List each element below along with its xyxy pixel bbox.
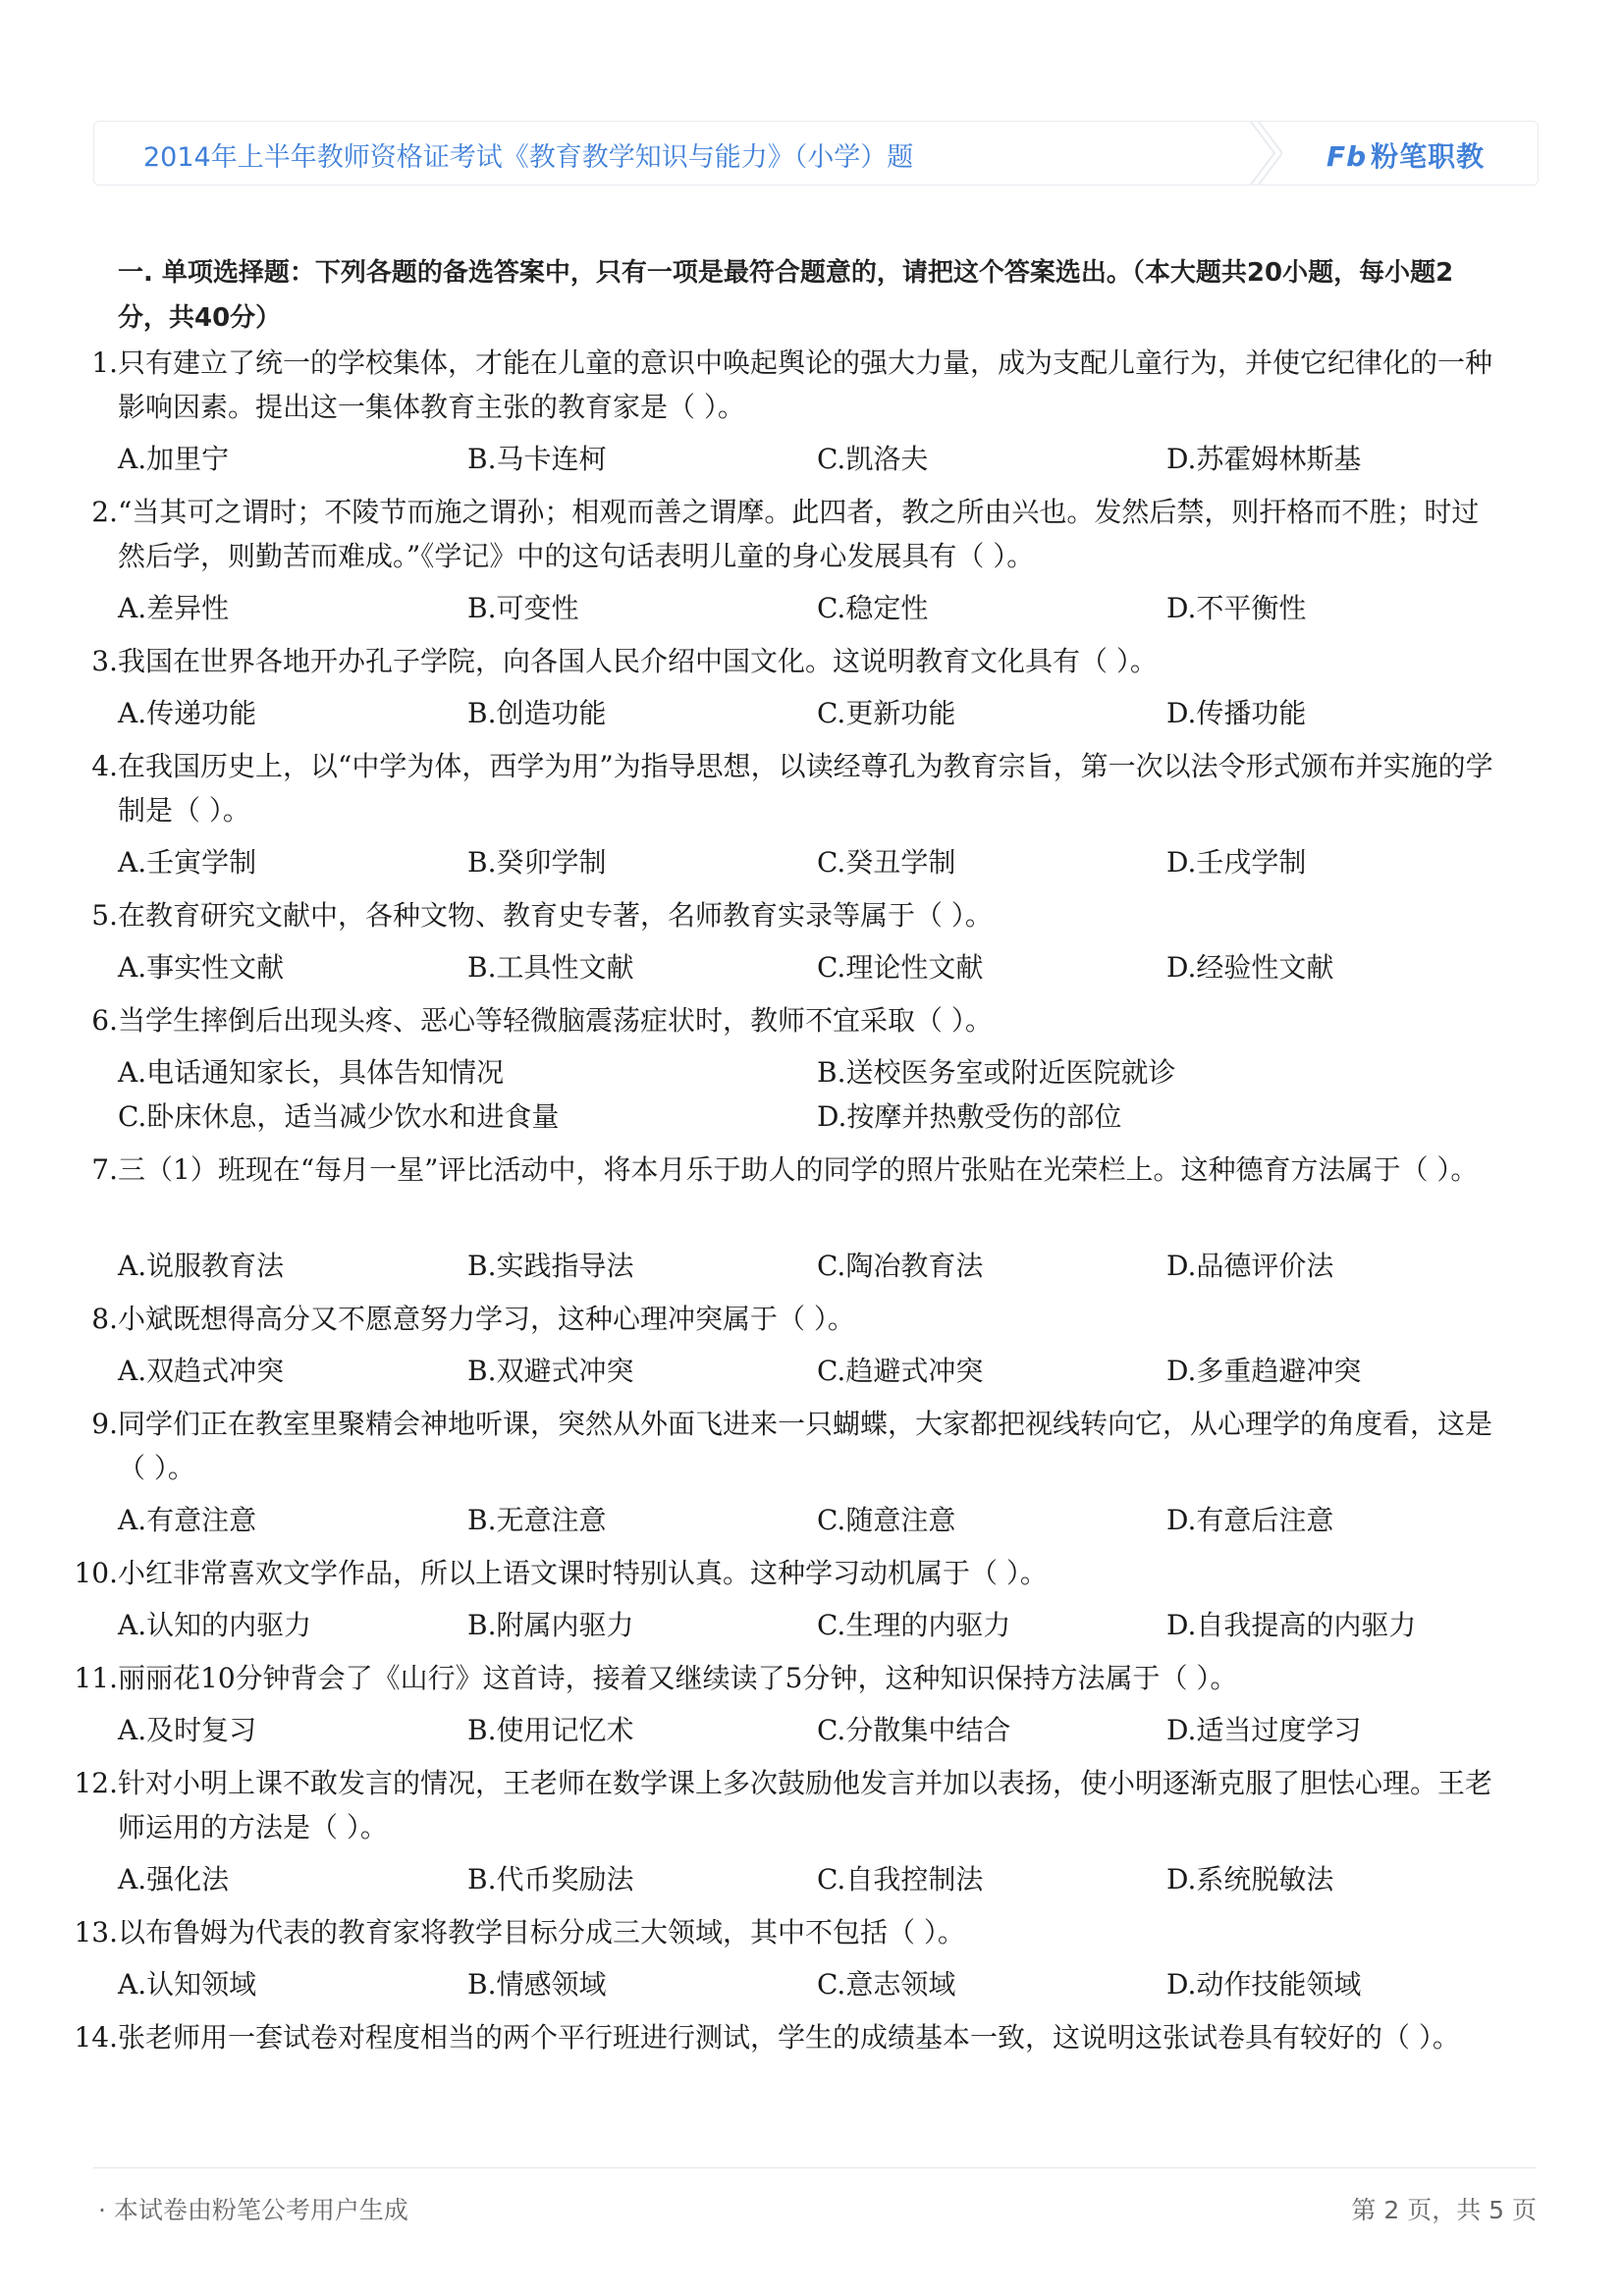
question-8	[69, 1297, 1502, 1341]
option-d[interactable]: D.品德评价法	[1166, 1250, 1334, 1282]
option-c[interactable]: C.陶冶教育法	[817, 1250, 984, 1282]
question-text: 针对小明上课不敢发言的情况，王老师在数学课上多次鼓励他发言并加以表扬，使小明逐渐克服了胆怯心理。王老师运用的方法是（ ）。	[118, 1767, 1493, 1843]
question-text: 同学们正在教室里聚精会神地听课，突然从外面飞进来一只蝴蝶，大家都把视线转向它，从心理学的角度看，这是（ ）。	[118, 1408, 1493, 1484]
option-c[interactable]: C.意志领域	[817, 1968, 956, 2001]
option-c[interactable]: C.更新功能	[817, 697, 956, 729]
question-number: 6.	[91, 1004, 118, 1037]
question-number: 5.	[91, 899, 118, 932]
option-d[interactable]: D.动作技能领域	[1166, 1968, 1362, 2001]
option-a[interactable]: A.认知领域	[118, 1968, 257, 2001]
option-b[interactable]: B.附属内驱力	[467, 1609, 634, 1641]
option-d[interactable]: D.按摩并热敷受伤的部位	[817, 1100, 1122, 1133]
question-number: 13.	[74, 1916, 118, 1949]
question-text: 我国在世界各地开办孔子学院，向各国人民介绍中国文化。这说明教育文化具有（ ）。	[118, 645, 1158, 677]
question-text: 张老师用一套试卷对程度相当的两个平行班进行测试，学生的成绩基本一致，这说明这张试卷具有较好的（ ）。	[118, 2021, 1460, 2054]
option-a[interactable]: A.认知的内驱力	[118, 1609, 312, 1641]
option-d[interactable]: D.壬戌学制	[1166, 846, 1307, 879]
question-6	[69, 998, 1502, 1042]
option-a[interactable]: A.强化法	[118, 1863, 230, 1896]
question-13-options	[118, 1962, 1512, 2006]
footer-generated-note: · 本试卷由粉笔公考用户生成	[98, 2196, 408, 2224]
header-chevron-divider	[1243, 122, 1282, 185]
question-5-options	[118, 945, 1512, 989]
option-a[interactable]: A.说服教育法	[118, 1250, 285, 1282]
brand-logo	[1326, 135, 1485, 175]
question-7-options	[118, 1244, 1512, 1288]
page-number: 第 2 页，共 5 页	[1351, 2196, 1537, 2224]
question-3	[69, 639, 1502, 683]
question-text: 丽丽花10分钟背会了《山行》这首诗，接着又继续读了5分钟，这种知识保持方法属于（ ）。	[118, 1662, 1238, 1694]
question-5	[69, 893, 1502, 937]
question-text: 小斌既想得高分又不愿意努力学习，这种心理冲突属于（ ）。	[118, 1303, 855, 1335]
option-a[interactable]: A.双趋式冲突	[118, 1355, 285, 1387]
question-12	[69, 1761, 1502, 1849]
option-d[interactable]: D.自我提高的内驱力	[1166, 1609, 1417, 1641]
option-b[interactable]: B.双避式冲突	[467, 1355, 634, 1387]
option-c[interactable]: C.凯洛夫	[817, 443, 929, 475]
option-d[interactable]: D.有意后注意	[1166, 1504, 1334, 1536]
question-number: 12.	[74, 1767, 118, 1799]
option-b[interactable]: B.无意注意	[467, 1504, 607, 1536]
question-text: 当学生摔倒后出现头疼、恶心等轻微脑震荡症状时，教师不宜采取（ ）。	[118, 1004, 993, 1037]
question-1-options	[118, 437, 1512, 481]
option-a[interactable]: A.及时复习	[118, 1714, 257, 1746]
question-14	[69, 2015, 1502, 2059]
logo-text: 粉笔职教	[1371, 140, 1486, 173]
option-a[interactable]: A.传递功能	[118, 697, 257, 729]
question-6-options-row-2	[118, 1095, 1512, 1139]
question-8-options	[118, 1349, 1512, 1393]
question-7	[69, 1148, 1502, 1192]
option-a[interactable]: A.事实性文献	[118, 951, 285, 984]
question-4	[69, 744, 1502, 832]
question-6-options-row-1	[118, 1050, 1512, 1095]
option-d[interactable]: D.多重趋避冲突	[1166, 1355, 1362, 1387]
question-number: 4.	[91, 750, 118, 782]
question-2-options	[118, 586, 1512, 630]
question-2	[69, 490, 1502, 578]
option-c[interactable]: C.趋避式冲突	[817, 1355, 984, 1387]
question-text: “当其可之谓时；不陵节而施之谓孙；相观而善之谓摩。此四者，教之所由兴也。发然后禁，则扞格而不胜；时过然后学，则勤苦而难成。”《学记》中的这句话表明儿童的身心发展具有（ ）。	[118, 496, 1480, 572]
footer-divider	[93, 2167, 1537, 2168]
exam-title: 2014年上半年教师资格证考试《教育教学知识与能力》（小学）题	[143, 142, 914, 173]
question-10-options	[118, 1603, 1512, 1647]
option-c[interactable]: C.自我控制法	[817, 1863, 984, 1896]
option-b[interactable]: B.送校医务室或附近医院就诊	[817, 1056, 1176, 1089]
question-number: 1.	[91, 347, 118, 379]
question-text: 只有建立了统一的学校集体，才能在儿童的意识中唤起舆论的强大力量，成为支配儿童行为，并使它纪律化的一种影响因素。提出这一集体教育主张的教育家是（ ）。	[118, 347, 1493, 423]
question-text: 在我国历史上，以“中学为体，西学为用”为指导思想，以读经尊孔为教育宗旨，第一次以法令形式颁布并实施的学制是（ ）。	[118, 750, 1493, 827]
question-number: 7.	[91, 1153, 118, 1186]
question-number: 9.	[91, 1408, 118, 1440]
question-13	[69, 1910, 1502, 1954]
option-d[interactable]: D.传播功能	[1166, 697, 1307, 729]
option-c[interactable]: C.分散集中结合	[817, 1714, 1011, 1746]
option-b[interactable]: B.癸卯学制	[467, 846, 607, 879]
option-c[interactable]: C.稳定性	[817, 592, 929, 624]
document-header	[93, 121, 1539, 186]
option-b[interactable]: B.情感领域	[467, 1968, 607, 2001]
question-text: 三（1）班现在“每月一星”评比活动中，将本月乐于助人的同学的照片张贴在光荣栏上。这种德育方法属于（ ）。	[118, 1153, 1479, 1186]
option-a[interactable]: A.差异性	[118, 592, 230, 624]
option-b[interactable]: B.实践指导法	[467, 1250, 634, 1282]
option-d[interactable]: D.适当过度学习	[1166, 1714, 1362, 1746]
question-10	[69, 1551, 1502, 1595]
option-d[interactable]: D.系统脱敏法	[1166, 1863, 1334, 1896]
logo-mark-icon: Fb	[1326, 140, 1368, 173]
question-text: 在教育研究文献中，各种文物、教育史专著，名师教育实录等属于（ ）。	[118, 899, 993, 932]
option-b[interactable]: B.可变性	[467, 592, 579, 624]
option-c[interactable]: C.随意注意	[817, 1504, 956, 1536]
option-a[interactable]: A.电话通知家长，具体告知情况	[118, 1056, 505, 1089]
question-11-options	[118, 1708, 1512, 1752]
option-c[interactable]: C.卧床休息，适当减少饮水和进食量	[118, 1100, 560, 1133]
question-11	[69, 1656, 1502, 1700]
question-9	[69, 1402, 1502, 1490]
question-3-options	[118, 691, 1512, 735]
question-number: 14.	[74, 2021, 118, 2054]
option-b[interactable]: B.马卡连柯	[467, 443, 607, 475]
option-b[interactable]: B.代币奖励法	[467, 1863, 634, 1896]
question-text: 小红非常喜欢文学作品，所以上语文课时特别认真。这种学习动机属于（ ）。	[118, 1557, 1048, 1589]
option-c[interactable]: C.生理的内驱力	[817, 1609, 1011, 1641]
section-heading: 一. 单项选择题：下列各题的备选答案中，只有一项是最符合题意的，请把这个答案选出。（本大题共20小题，每小题2分，共40分）	[118, 258, 1454, 333]
question-number: 8.	[91, 1303, 118, 1335]
option-c[interactable]: C.癸丑学制	[817, 846, 956, 879]
option-a[interactable]: A.加里宁	[118, 443, 230, 475]
question-text: 以布鲁姆为代表的教育家将教学目标分成三大领域，其中不包括（ ）。	[118, 1916, 965, 1949]
question-12-options	[118, 1857, 1512, 1901]
option-d[interactable]: D.不平衡性	[1166, 592, 1307, 624]
option-a[interactable]: A.壬寅学制	[118, 846, 257, 879]
question-number: 3.	[91, 645, 118, 677]
question-9-options	[118, 1498, 1512, 1542]
option-b[interactable]: B.创造功能	[467, 697, 607, 729]
option-b[interactable]: B.工具性文献	[467, 951, 634, 984]
option-d[interactable]: D.苏霍姆林斯基	[1166, 443, 1362, 475]
option-b[interactable]: B.使用记忆术	[467, 1714, 634, 1746]
option-a[interactable]: A.有意注意	[118, 1504, 257, 1536]
option-c[interactable]: C.理论性文献	[817, 951, 984, 984]
question-number: 11.	[74, 1662, 118, 1694]
question-number: 2.	[91, 496, 118, 528]
question-4-options	[118, 840, 1512, 884]
option-d[interactable]: D.经验性文献	[1166, 951, 1334, 984]
question-1	[69, 341, 1502, 429]
question-number: 10.	[74, 1557, 118, 1589]
